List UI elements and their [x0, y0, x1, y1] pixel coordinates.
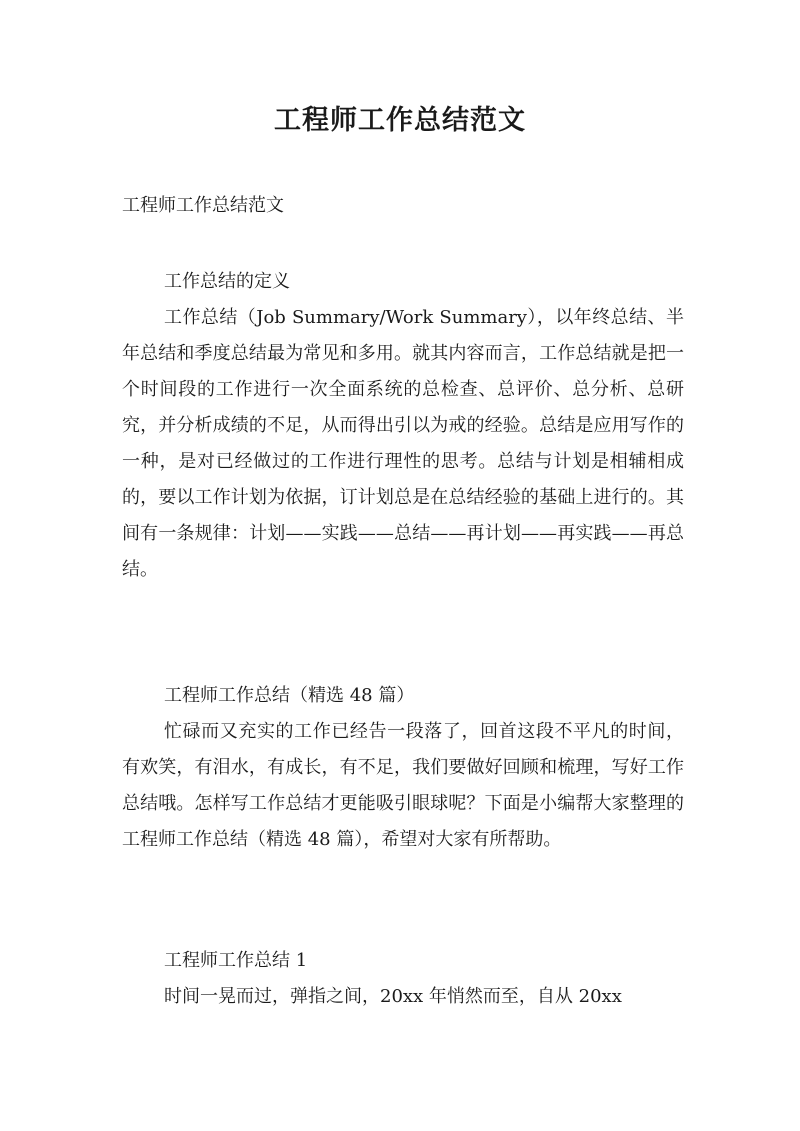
section-paragraph: 时间一晃而过，弹指之间，20xx 年悄然而至，自从 20xx	[164, 986, 622, 1007]
section-definition	[122, 264, 684, 588]
section-heading: 工程师工作总结 1	[164, 950, 308, 971]
section-paragraph: 忙碌而又充实的工作已经告一段落了，回首这段不平凡的时间，有欢笑，有泪水，有成长，有不足，我们要做好回顾和梳理，写好工作总结哦。怎样写工作总结才更能吸引眼球呢？下面是小编帮大家整理的工程师工作总结（精选 48 篇），希望对大家有所帮助。	[122, 721, 684, 850]
section-summary-1	[122, 943, 684, 1015]
section-heading: 工作总结的定义	[164, 271, 290, 292]
section-heading: 工程师工作总结（精选 48 篇）	[164, 685, 415, 706]
document-subtitle: 工程师工作总结范文	[122, 195, 284, 216]
section-selection	[122, 678, 684, 858]
section-paragraph: 工作总结（Job Summary/Work Summary），以年终总结、半年总结和季度总结最为常见和多用。就其内容而言，工作总结就是把一个时间段的工作进行一次全面系统的总检查、总评价、总分析、总研究，并分析成绩的不足，从而得出引以为戒的经验。总结是应用写作的一种，是对已经做过的工作进行理性的思考。总结与计划是相辅相成的，要以工作计划为依据，订计划总是在总结经验的基础上进行的。其间有一条规律：计划——实践——总结——再计划——再实践——再总结。	[122, 307, 684, 580]
document-title: 工程师工作总结范文	[274, 105, 526, 136]
